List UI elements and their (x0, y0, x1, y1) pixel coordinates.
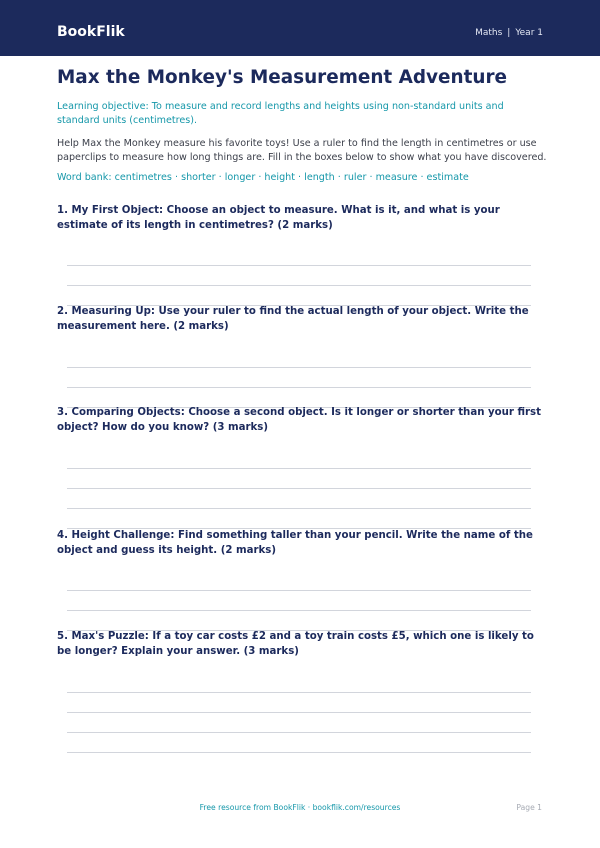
answer-line[interactable] (67, 590, 531, 591)
answer-line[interactable] (67, 610, 531, 611)
header-bar (0, 0, 600, 56)
question-3: 3. Comparing Objects: Choose a second object. Is it longer or shorter than your first object? How do you know? (3 marks) (57, 407, 541, 433)
question-4: 4. Height Challenge: Find something taller than your pencil. Write the name of the object and guess its height. (2 marks) (57, 530, 533, 556)
answer-line[interactable] (67, 285, 531, 286)
question-2: 2. Measuring Up: Use your ruler to find the actual length of your object. Write the measurement here. (2 marks) (57, 306, 529, 332)
answer-line[interactable] (67, 692, 531, 693)
page-number: Page 1 (516, 803, 542, 812)
subject-year-label (475, 26, 543, 40)
answer-line[interactable] (67, 712, 531, 713)
word-bank: Word bank: centimetres · shorter · longer · height · length · ruler · measure · estimate (57, 172, 469, 183)
answer-line[interactable] (67, 732, 531, 733)
separator: | (507, 28, 511, 38)
brand-logo[interactable]: BookFlik (57, 24, 125, 40)
answer-line[interactable] (67, 387, 531, 388)
answer-line[interactable] (67, 508, 531, 509)
year-label: Year 1 (515, 28, 543, 38)
answer-line[interactable] (67, 488, 531, 489)
subject-label: Maths (475, 28, 503, 38)
question-5: 5. Max's Puzzle: If a toy car costs £2 and a toy train costs £5, which one is likely to be longer? Explain your answer. (3 marks) (57, 631, 534, 657)
footer-credit[interactable]: Free resource from BookFlik · bookflik.com/resources (199, 803, 401, 812)
intro-text: Help Max the Monkey measure his favorite toys! Use a ruler to find the length in centimetres or use paperclips to measure how long things are. Fill in the boxes below to show what you have discovered. (57, 138, 547, 163)
answer-line[interactable] (67, 752, 531, 753)
worksheet-title: Max the Monkey's Measurement Adventure (57, 67, 508, 88)
learning-objective: Learning objective: To measure and record lengths and heights using non-standard units and standard units (centimetres). (57, 101, 504, 126)
answer-line[interactable] (67, 468, 531, 469)
answer-line[interactable] (67, 265, 531, 266)
answer-line[interactable] (67, 367, 531, 368)
question-1: 1. My First Object: Choose an object to measure. What is it, and what is your estimate of its length in centimetres? (2 marks) (57, 205, 500, 231)
